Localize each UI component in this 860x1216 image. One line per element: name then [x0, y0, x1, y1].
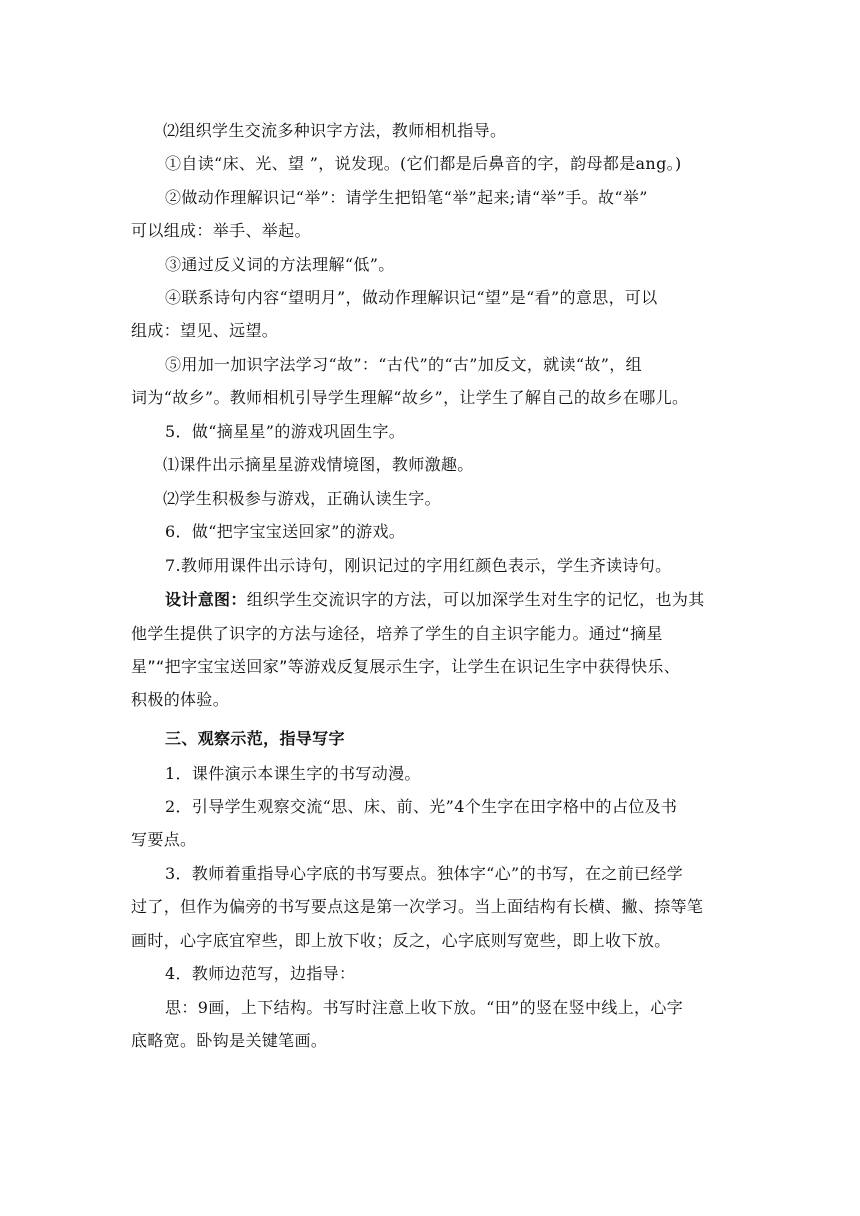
text-line: ①自读“床、光、望 ”，说发现。(它们都是后鼻音的字，韵母都是ang。): [165, 154, 682, 173]
text-line: 星”“把字宝宝送回家”等游戏反复展示生字，让学生在识记生字中获得快乐、: [131, 657, 681, 676]
text-line: 过了，但作为偏旁的书写要点这是第一次学习。当上面结构有长横、撇、捺等笔: [131, 897, 704, 916]
text-line: ⑤用加一加识字法学习“故”：“古代”的“古”加反文，就读“故”，组: [165, 355, 642, 374]
text-line: 思：9画，上下结构。书写时注意上收下放。“田”的竖在竖中线上，心字: [165, 998, 684, 1017]
text-line: ⑵组织学生交流多种识字方法，教师相机指导。: [163, 121, 507, 140]
text-line: 写要点。: [131, 830, 197, 849]
text-line: ⑴课件出示摘星星游戏情境图，教师激趣。: [163, 455, 474, 474]
text-line: 2．引导学生观察交流“思、床、前、光”4个生字在田字格中的占位及书: [165, 797, 678, 816]
text-line: 7.教师用课件出示诗句，刚识记过的字用红颜色表示，学生齐读诗句。: [165, 556, 672, 575]
text-line: 他学生提供了识字的方法与途径，培养了学生的自主识字能力。通过“摘星: [131, 624, 663, 643]
text-line: 5．做“摘星星”的游戏巩固生字。: [165, 422, 406, 441]
text-line: 4．教师边范写，边指导：: [165, 964, 356, 983]
text-line: 组成：望见、远望。: [131, 321, 279, 340]
text-line: ④联系诗句内容“望明月”，做动作理解识记“望”是“看”的意思，可以: [165, 288, 658, 307]
text-line: 3．教师着重指导心字底的书写要点。独体字“心”的书写，在之前已经学: [165, 864, 684, 883]
text-line: 画时，心字底宜窄些，即上放下收；反之，心字底则写宽些，即上收下放。: [131, 931, 671, 950]
design-intent-paragraph-start: [165, 590, 705, 610]
section-heading: 三、观察示范，指导写字: [165, 729, 345, 748]
text-line: ⑵学生积极参与游戏，正确认读生字。: [163, 489, 441, 508]
text-line: 词为“故乡”。教师相机引导学生理解“故乡”，让学生了解自己的故乡在哪儿。: [131, 388, 689, 407]
text-line: 积极的体验。: [131, 690, 230, 709]
design-intent-text: 组织学生交流识字的方法，可以加深学生对生字的记忆，也为其: [246, 590, 705, 609]
text-line: ③通过反义词的方法理解“低”。: [165, 255, 395, 274]
text-line: 1．课件演示本课生字的书写动漫。: [165, 764, 421, 783]
text-line: 底略宽。卧钩是关键笔画。: [131, 1031, 328, 1050]
text-line: 6．做“把字宝宝送回家”的游戏。: [165, 522, 406, 541]
text-line: 可以组成：举手、举起。: [131, 221, 311, 240]
design-intent-label: 设计意图：: [165, 590, 247, 609]
text-line: ②做动作理解识记“举”：请学生把铅笔“举”起来;请“举”手。故“举”: [165, 188, 648, 207]
